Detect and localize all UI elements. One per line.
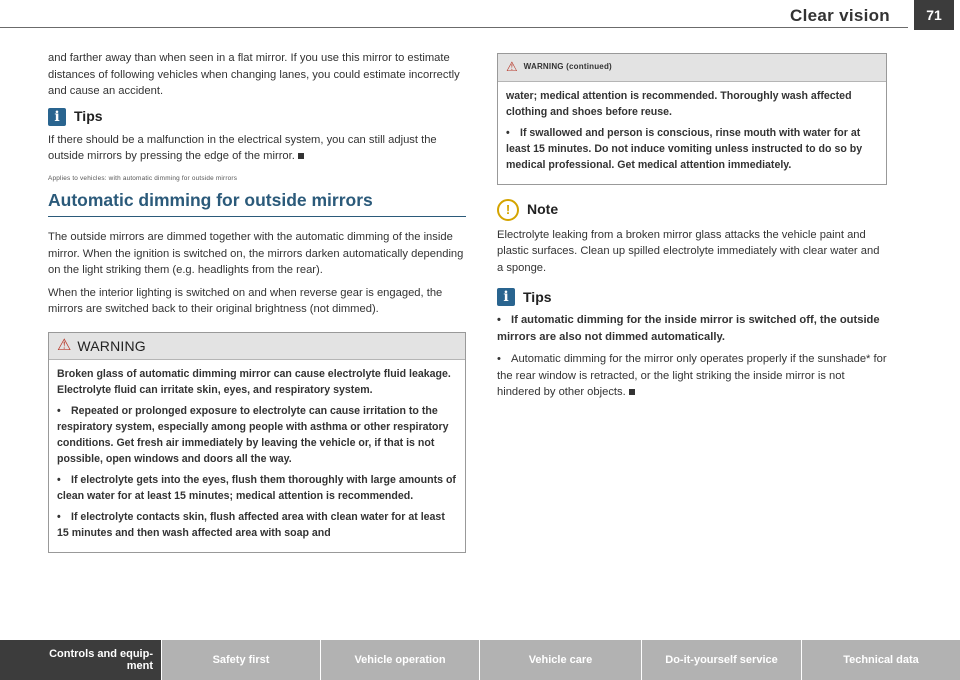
footer-tab-vehicle-care[interactable] <box>480 640 642 680</box>
end-square-icon <box>629 389 635 395</box>
footer-tab-label: Vehicle care <box>528 654 593 666</box>
warning-bullet <box>57 403 457 467</box>
bullet-icon: • <box>497 353 501 365</box>
warning-bullet <box>57 509 457 541</box>
footer-tab-label: Technical data <box>843 654 919 666</box>
footer-nav <box>0 640 960 680</box>
info-icon: i <box>48 108 66 126</box>
bullet-icon: • <box>497 314 501 326</box>
section-heading: Automatic dimming for outside mirrors <box>48 190 466 217</box>
warning-label: WARNING <box>77 337 146 354</box>
warning-triangle-icon: ⚠ <box>57 336 72 354</box>
left-column <box>48 50 466 553</box>
warning-bullet-text: If electrolyte contacts skin, flush affected area with clean water for at least 15 minutes and then wash affected area with soap and <box>57 511 445 539</box>
tips-label: Tips <box>74 108 103 125</box>
note-heading <box>497 199 887 221</box>
warning-header <box>49 333 465 361</box>
warning-body <box>49 360 465 552</box>
footer-tab-safety[interactable] <box>162 640 321 680</box>
footer-tab-label: Do-it-yourself service <box>665 654 778 666</box>
tips-text-content: If there should be a malfunction in the electrical system, you can still adjust the outside mirrors by pressing the edge of the mirror. <box>48 133 437 162</box>
warning-continued-label: WARNING (continued) <box>523 62 612 71</box>
tips-heading <box>497 288 887 306</box>
page-number: 71 <box>914 0 954 30</box>
footer-tab-technical-data[interactable] <box>802 640 960 680</box>
right-column <box>497 53 887 407</box>
footer-tab-diy-service[interactable] <box>642 640 802 680</box>
tips-bullet-text: Automatic dimming for the mirror only operates properly if the sunshade* for the rear window is retracted, or the light striking the inside mirror is not hindered by other objects. <box>497 353 887 398</box>
warning-continued-paragraph: water; medical attention is recommended. Thoroughly wash affected clothing and shoes before reuse. <box>506 89 852 118</box>
warning-triangle-icon: ⚠ <box>506 59 518 75</box>
footer-tab-label: Safety first <box>212 654 270 666</box>
info-icon: i <box>497 288 515 306</box>
applies-to-label: Applies to vehicles: with automatic dimming for outside mirrors <box>48 174 238 182</box>
note-text: Electrolyte leaking from a broken mirror glass attacks the vehicle paint and plastic surfaces. Clean up spilled electrolyte immediately with clear water and a sponge. <box>497 228 880 274</box>
note-label: Note <box>527 201 559 218</box>
end-square-icon <box>298 153 304 159</box>
header-rule <box>0 27 908 28</box>
footer-tab-vehicle-operation[interactable] <box>321 640 480 680</box>
warning-bullet <box>506 125 878 173</box>
tips-heading <box>48 108 466 126</box>
footer-tab-label: Controls and equip- ment <box>49 648 153 672</box>
tips-text <box>48 132 466 165</box>
bullet-icon: • <box>57 405 61 417</box>
warning-continued-header <box>498 54 886 82</box>
warning-bullet-text: If swallowed and person is conscious, rinse mouth with water for at least 15 minutes. Do not induce vomiting unless instructed to do so by medical professional. Get medical attention immediately. <box>506 126 863 171</box>
bullet-icon: • <box>57 474 61 486</box>
warning-bullet-text: If electrolyte gets into the eyes, flush them thoroughly with large amounts of clean water for at least 15 minutes; medical attention is recommended. <box>57 474 456 502</box>
paragraph-2: When the interior lighting is switched on and when reverse gear is engaged, the mirrors are switched back to their original brightness (not dimmed). <box>48 286 443 315</box>
warning-continued-box <box>497 53 887 185</box>
paragraph-1: The outside mirrors are dimmed together with the automatic dimming of the inside mirror. When the ignition is switched on, the mirrors darken automatically depending on the light striking them (e.g. headlights from the rear). <box>48 231 464 276</box>
warning-paragraph: Broken glass of automatic dimming mirror can cause electrolyte fluid leakage. Electrolyte fluid can irritate skin, eyes, and respiratory system. <box>57 368 451 396</box>
warning-box <box>48 332 466 554</box>
warning-bullet <box>57 472 457 504</box>
footer-tab-controls[interactable] <box>0 640 162 680</box>
tips-label: Tips <box>523 288 552 305</box>
bullet-icon: • <box>506 126 510 139</box>
warning-continued-body <box>498 82 886 184</box>
intro-paragraph: and farther away than when seen in a flat mirror. If you use this mirror to estimate distances of following vehicles when changing lanes, you could estimate incorrectly and cause an accident. <box>48 52 460 97</box>
warning-bullet-text: Repeated or prolonged exposure to electrolyte can cause irritation to the respiratory system, especially among people with asthma or other respiratory conditions. Get fresh air immediately by leaving the vehicle or, if that is not possible, open windows and doors all the way. <box>57 405 449 465</box>
footer-tab-label: Vehicle operation <box>354 654 446 666</box>
bullet-icon: • <box>57 511 61 523</box>
tips-bullet <box>497 312 887 345</box>
tips-bullet-text: If automatic dimming for the inside mirror is switched off, the outside mirrors are also not dimmed automatically. <box>497 314 880 343</box>
tips-bullet <box>497 351 887 401</box>
chapter-title: Clear vision <box>790 6 890 25</box>
exclamation-circle-icon: ! <box>497 199 519 221</box>
